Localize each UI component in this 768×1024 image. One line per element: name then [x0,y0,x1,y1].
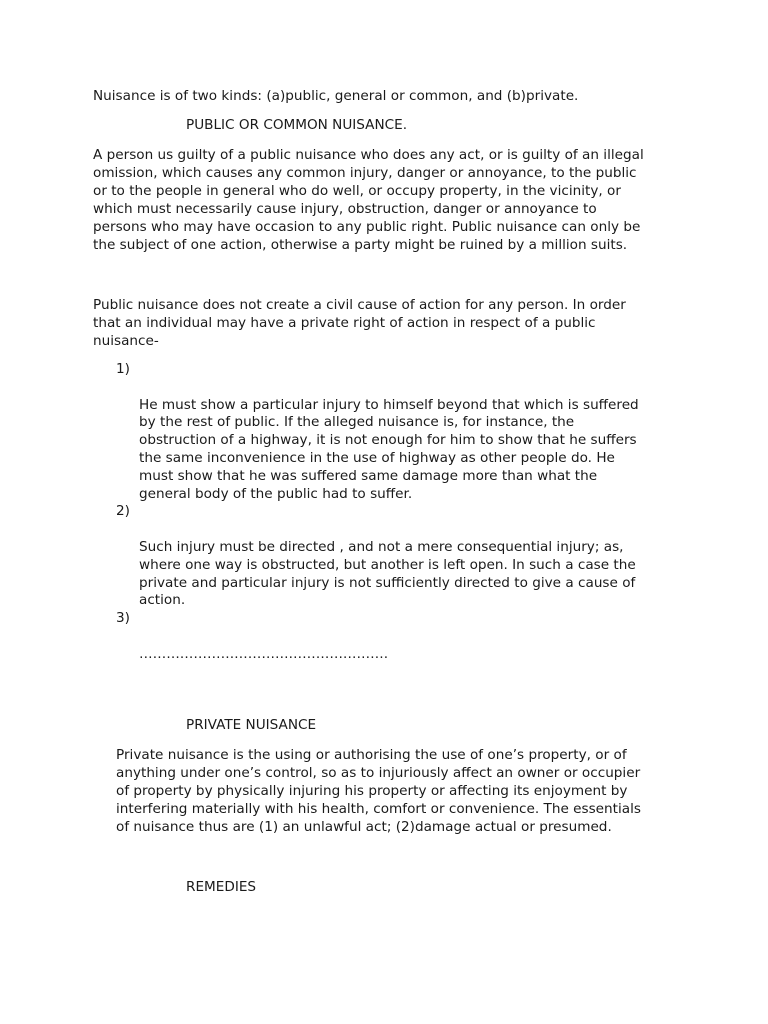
intro-line: Nuisance is of two kinds: (a)public, general or common, and (b)private. [93,88,579,104]
remedies-heading: REMEDIES [186,879,257,895]
private-nuisance-paragraph: Private nuisance is the using or authorising the use of one’s property, or of anything under one’s control, so as to injuriously affect an owner or occupier of property by physically injuring his property or affecting its enjoyment by interfering materially with his health, comfort or convenience. The essentials of nuisance thus are (1) an unlawful act; (2)damage actual or presumed. [116,747,641,835]
private-nuisance-heading: PRIVATE NUISANCE [186,717,317,733]
list-item-text: He must show a particular injury to himself beyond that which is suffered by the rest of public. If the alleged nuisance is, for instance, the obstruction of a highway, it is not enough for him to show that he suffers the same inconvenience in the use of highway as other people do. He must show that he was suffered same damage more than what the general body of the public had to suffer. [139,396,639,502]
public-nuisance-paragraph-2: Public nuisance does not create a civil cause of action for any person. In order that an individual may have a private right of action in respect of a public nuisance- [93,297,626,349]
list-item-text: Such injury must be directed , and not a mere consequential injury; as, where one way is obstructed, but another is left open. In such a case the private and particular injury is not sufficiently directed to give a cause of action. [139,538,636,609]
list-item-number: 1) [116,361,130,377]
list-item-text: ………………………………………………. [139,645,389,662]
list-item-number: 2) [116,503,130,520]
list-item [93,503,673,610]
requirements-list [93,361,673,664]
public-nuisance-heading: PUBLIC OR COMMON NUISANCE. [186,117,408,133]
list-item [93,610,673,663]
public-nuisance-paragraph-1: A person us guilty of a public nuisance who does any act, or is guilty of an illegal omission, which causes any common injury, danger or annoyance, to the public or to the people in general who do well, or occupy property, in the vicinity, or which must necessarily cause injury, obstruction, danger or annoyance to persons who may have occasion to any public right. Public nuisance can only be the subject of one action, otherwise a party might be ruined by a million suits. [93,147,644,253]
list-item [93,361,673,503]
list-item-number: 3) [116,610,130,627]
